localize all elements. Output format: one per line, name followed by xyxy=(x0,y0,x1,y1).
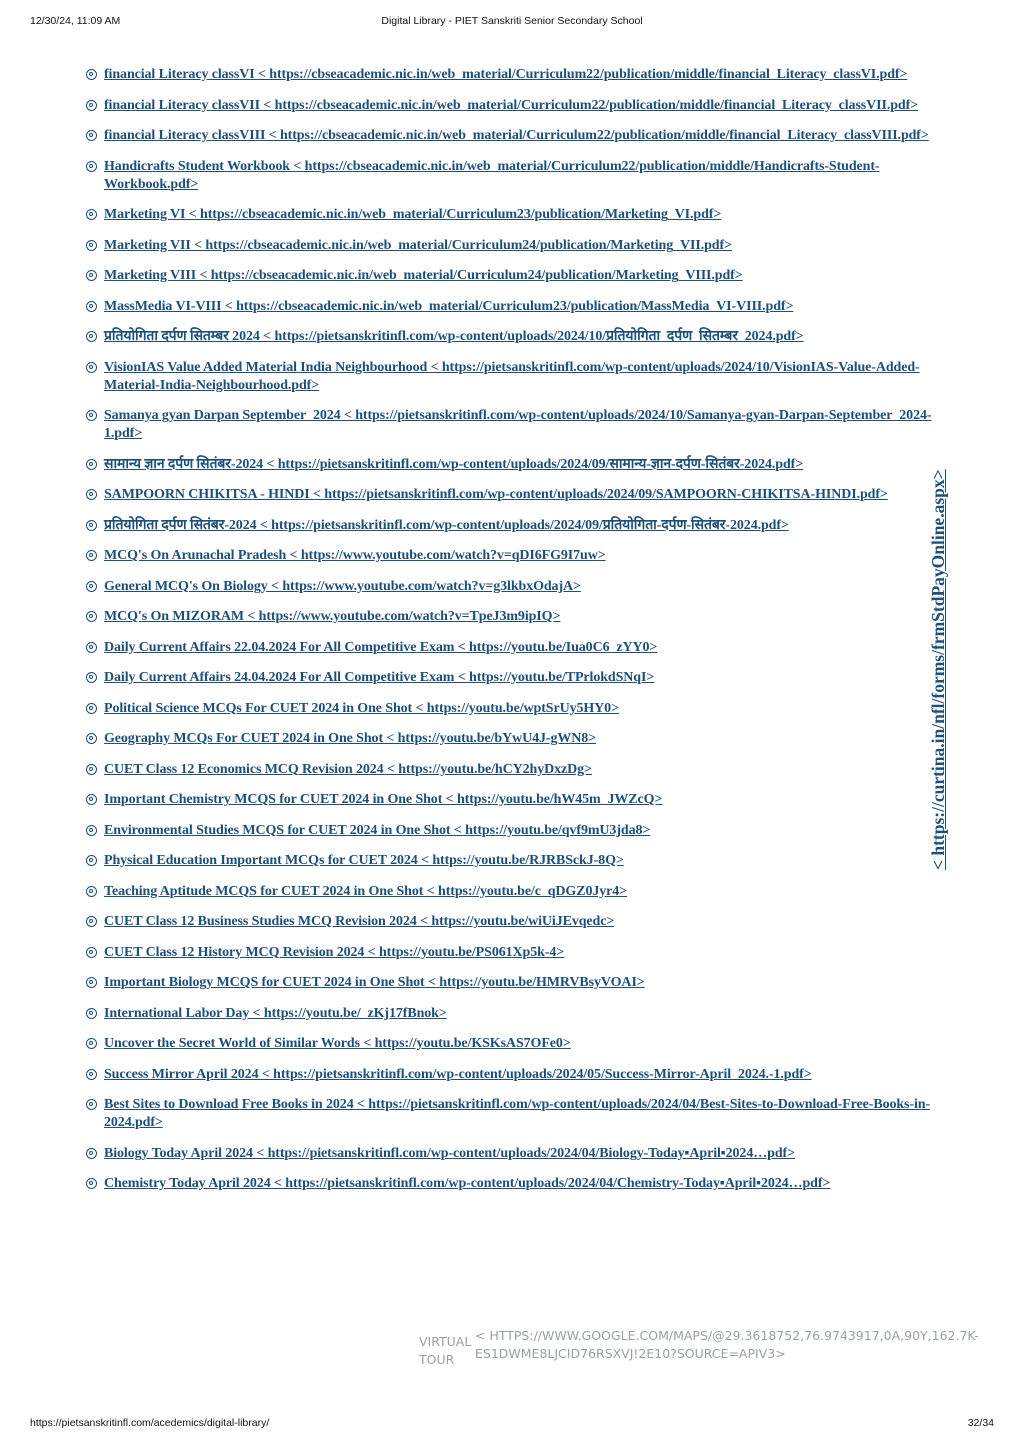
resource-link[interactable]: Environmental Studies MCQS for CUET 2024 in One Shot < https://youtu.be/qvf9mU3jda8> xyxy=(104,822,651,838)
resource-link[interactable]: Important Biology MCQS for CUET 2024 in One Shot < https://youtu.be/HMRVBsyVOAI> xyxy=(104,975,645,990)
list-item xyxy=(86,883,946,901)
resource-link[interactable]: प्रतियोगिता दर्पण सितम्बर 2024 < https://pietsanskritinfl.com/wp-content/uploads/2024/10/प्रतियोगिता_दर्पण_सितम्बर_2024.pdf> xyxy=(104,329,804,344)
resource-link[interactable]: Physical Education Important MCQs for CUET 2024 < https://youtu.be/RJRBSckJ-8Q> xyxy=(104,853,624,868)
double-circle-bullet-icon xyxy=(86,1038,97,1049)
resource-link[interactable]: financial Literacy classVIII < https://cbseacademic.nic.in/web_material/Curriculum22/publication/middle/financial_Literacy_classVIII.pdf> xyxy=(104,128,929,143)
list-item xyxy=(86,547,946,565)
resource-link[interactable]: Success Mirror April 2024 < https://pietsanskritinfl.com/wp-content/uploads/2024/05/Success-Mirror-April_2024.-1.pdf> xyxy=(104,1066,812,1082)
resource-link[interactable]: VisionIAS Value Added Material India Neighbourhood < https://pietsanskritinfl.com/wp-content/uploads/2024/10/VisionIAS-Value-Added-Material-India-Neighbourhood.pdf> xyxy=(104,359,920,393)
double-circle-bullet-icon xyxy=(86,703,97,714)
print-datetime: 12/30/24, 11:09 AM xyxy=(30,15,121,27)
resource-link[interactable]: Uncover the Secret World of Similar Words < https://youtu.be/KSKsAS7OFe0> xyxy=(104,1036,571,1051)
double-circle-bullet-icon xyxy=(86,855,97,866)
double-circle-bullet-icon xyxy=(86,672,97,683)
double-circle-bullet-icon xyxy=(86,301,97,312)
list-item xyxy=(86,486,946,504)
resource-link[interactable]: Marketing VII < https://cbseacademic.nic.in/web_material/Curriculum24/publication/Marketing_VII.pdf> xyxy=(104,237,732,253)
list-item xyxy=(86,158,946,194)
double-circle-bullet-icon xyxy=(86,947,97,958)
list-item xyxy=(86,517,946,535)
double-circle-bullet-icon xyxy=(86,1148,97,1159)
double-circle-bullet-icon xyxy=(86,489,97,500)
double-circle-bullet-icon xyxy=(86,581,97,592)
resource-link[interactable]: CUET Class 12 Economics MCQ Revision 2024 < https://youtu.be/hCY2hyDxzDg> xyxy=(104,761,592,777)
virtual-tour-label: VIRTUAL TOUR xyxy=(419,1334,472,1367)
resource-link[interactable]: CUET Class 12 History MCQ Revision 2024 < https://youtu.be/PS061Xp5k-4> xyxy=(104,944,565,960)
resource-link[interactable]: MassMedia VI-VIII < https://cbseacademic.nic.in/web_material/Curriculum23/publication/MassMedia_VI-VIII.pdf> xyxy=(104,298,794,314)
double-circle-bullet-icon xyxy=(86,916,97,927)
list-item xyxy=(86,1066,946,1084)
resource-link[interactable]: MCQ's On Arunachal Pradesh < https://www.youtube.com/watch?v=qDI6FG9I7uw> xyxy=(104,548,606,563)
list-item xyxy=(86,608,946,626)
resource-link[interactable]: सामान्य ज्ञान दर्पण सितंबर-2024 < https://pietsanskritinfl.com/wp-content/uploads/2024/09/सामान्य-ज्ञान-दर्पण-सितंबर-2024.pdf> xyxy=(104,456,804,472)
resource-link[interactable]: General MCQ's On Biology < https://www.youtube.com/watch?v=g3lkbxOdajA> xyxy=(104,578,581,594)
resource-link[interactable]: Handicrafts Student Workbook < https://cbseacademic.nic.in/web_material/Curriculum22/publication/middle/Handicrafts-Student-Workbook.pdf> xyxy=(104,158,880,192)
print-page-url: https://pietsanskritinfl.com/acedemics/digital-library/ xyxy=(30,1417,270,1429)
list-item xyxy=(86,730,946,748)
list-item xyxy=(86,328,946,346)
list-item xyxy=(86,822,946,840)
double-circle-bullet-icon xyxy=(86,161,97,172)
double-circle-bullet-icon xyxy=(86,459,97,470)
double-circle-bullet-icon xyxy=(86,130,97,141)
list-item xyxy=(86,1005,946,1023)
list-item xyxy=(86,237,946,255)
list-item xyxy=(86,298,946,316)
double-circle-bullet-icon xyxy=(86,69,97,80)
resource-link[interactable]: Chemistry Today April 2024 < https://pietsanskritinfl.com/wp-content/uploads/2024/04/Chemistry-Today▪April▪2024…pdf> xyxy=(104,1176,831,1191)
double-circle-bullet-icon xyxy=(86,764,97,775)
resource-link[interactable]: प्रतियोगिता दर्पण सितंबर-2024 < https://pietsanskritinfl.com/wp-content/uploads/2024/09/प्रतियोगिता-दर्पण-सितंबर-2024.pdf> xyxy=(104,517,789,533)
double-circle-bullet-icon xyxy=(86,270,97,281)
resource-link[interactable]: Daily Current Affairs 24.04.2024 For All Competitive Exam < https://youtu.be/TPrlokdSNqI> xyxy=(104,670,655,685)
list-item xyxy=(86,66,946,84)
print-footer xyxy=(0,1417,1024,1435)
list-item xyxy=(86,1096,946,1132)
list-item xyxy=(86,206,946,224)
double-circle-bullet-icon xyxy=(86,1069,97,1080)
double-circle-bullet-icon xyxy=(86,410,97,421)
list-item xyxy=(86,578,946,596)
virtual-tour-map-link[interactable]: < HTTPS://WWW.GOOGLE.COM/MAPS/@29.3618752,76.9743917,0A,90Y,162.7K-ES1DWME8LJCID76RSXVJ!2E10?SOURCE=APIV3> xyxy=(475,1328,979,1361)
double-circle-bullet-icon xyxy=(86,209,97,220)
resource-link[interactable]: Teaching Aptitude MCQS for CUET 2024 in One Shot < https://youtu.be/c_qDGZ0Jyr4> xyxy=(104,883,628,899)
list-item xyxy=(86,974,946,992)
double-circle-bullet-icon xyxy=(86,362,97,373)
digital-library-link-list xyxy=(86,66,946,1206)
list-item xyxy=(86,97,946,115)
list-item xyxy=(86,639,946,657)
resource-link[interactable]: Political Science MCQs For CUET 2024 in One Shot < https://youtu.be/wptSrUy5HY0> xyxy=(104,700,619,716)
resource-link[interactable]: Samanya gyan Darpan September_2024 < https://pietsanskritinfl.com/wp-content/uploads/2024/10/Samanya-gyan-Darpan-September_2024-1.pdf> xyxy=(104,408,932,441)
list-item xyxy=(86,267,946,285)
print-page-title: Digital Library - PIET Sanskriti Senior Secondary School xyxy=(381,15,643,27)
double-circle-bullet-icon xyxy=(86,611,97,622)
online-fee-payment-link[interactable]: < https://curtina.in/nfl/forms/frmStdPayOnline.aspx> xyxy=(928,469,948,870)
resource-link[interactable]: financial Literacy classVII < https://cbseacademic.nic.in/web_material/Curriculum22/publication/middle/financial_Literacy_classVII.pdf> xyxy=(104,97,919,113)
double-circle-bullet-icon xyxy=(86,1178,97,1189)
resource-link[interactable]: International Labor Day < https://youtu.be/_zKj17fBnok> xyxy=(104,1005,447,1021)
resource-link[interactable]: Marketing VIII < https://cbseacademic.nic.in/web_material/Curriculum24/publication/Marketing_VIII.pdf> xyxy=(104,268,743,283)
list-item xyxy=(86,1035,946,1053)
resource-link[interactable]: Biology Today April 2024 < https://pietsanskritinfl.com/wp-content/uploads/2024/04/Biology-Today▪April▪2024…pdf> xyxy=(104,1145,795,1161)
list-item xyxy=(86,669,946,687)
print-page-number: 32/34 xyxy=(967,1417,994,1429)
list-item xyxy=(86,127,946,145)
double-circle-bullet-icon xyxy=(86,550,97,561)
resource-link[interactable]: MCQ's On MIZORAM < https://www.youtube.com/watch?v=TpeJ3m9ipIQ> xyxy=(104,609,561,624)
resource-link[interactable]: Marketing VI < https://cbseacademic.nic.in/web_material/Curriculum23/publication/Marketing_VI.pdf> xyxy=(104,207,722,222)
double-circle-bullet-icon xyxy=(86,240,97,251)
double-circle-bullet-icon xyxy=(86,825,97,836)
list-item xyxy=(86,791,946,809)
double-circle-bullet-icon xyxy=(86,886,97,897)
list-item xyxy=(86,1175,946,1193)
double-circle-bullet-icon xyxy=(86,794,97,805)
list-item xyxy=(86,913,946,931)
double-circle-bullet-icon xyxy=(86,1099,97,1110)
list-item xyxy=(86,761,946,779)
resource-link[interactable]: Daily Current Affairs 22.04.2024 For All Competitive Exam < https://youtu.be/Iua0C6_zYY0> xyxy=(104,639,658,655)
resource-link[interactable]: Geography MCQs For CUET 2024 in One Shot < https://youtu.be/bYwU4J-gWN8> xyxy=(104,731,597,746)
double-circle-bullet-icon xyxy=(86,733,97,744)
double-circle-bullet-icon xyxy=(86,1008,97,1019)
list-item xyxy=(86,700,946,718)
double-circle-bullet-icon xyxy=(86,331,97,342)
list-item xyxy=(86,1145,946,1163)
print-header xyxy=(0,15,1024,33)
resource-link[interactable]: SAMPOORN CHIKITSA - HINDI < https://pietsanskritinfl.com/wp-content/uploads/2024/09/SAMPOORN-CHIKITSA-HINDI.pdf> xyxy=(104,487,888,502)
resource-link[interactable]: CUET Class 12 Business Studies MCQ Revision 2024 < https://youtu.be/wiUiJEvqedc> xyxy=(104,914,615,929)
double-circle-bullet-icon xyxy=(86,642,97,653)
list-item xyxy=(86,852,946,870)
list-item xyxy=(86,407,946,443)
double-circle-bullet-icon xyxy=(86,520,97,531)
resource-link[interactable]: Important Chemistry MCQS for CUET 2024 in One Shot < https://youtu.be/hW45m_JWZcQ> xyxy=(104,792,663,807)
double-circle-bullet-icon xyxy=(86,977,97,988)
double-circle-bullet-icon xyxy=(86,100,97,111)
list-item xyxy=(86,456,946,474)
resource-link[interactable]: Best Sites to Download Free Books in 2024 < https://pietsanskritinfl.com/wp-content/uploads/2024/04/Best-Sites-to-Download-Free-Books-in-2024.pdf> xyxy=(104,1097,931,1130)
resource-link[interactable]: financial Literacy classVI < https://cbseacademic.nic.in/web_material/Curriculum22/publication/middle/financial_Literacy_classVI.pdf> xyxy=(104,67,908,82)
list-item xyxy=(86,359,946,395)
list-item xyxy=(86,944,946,962)
